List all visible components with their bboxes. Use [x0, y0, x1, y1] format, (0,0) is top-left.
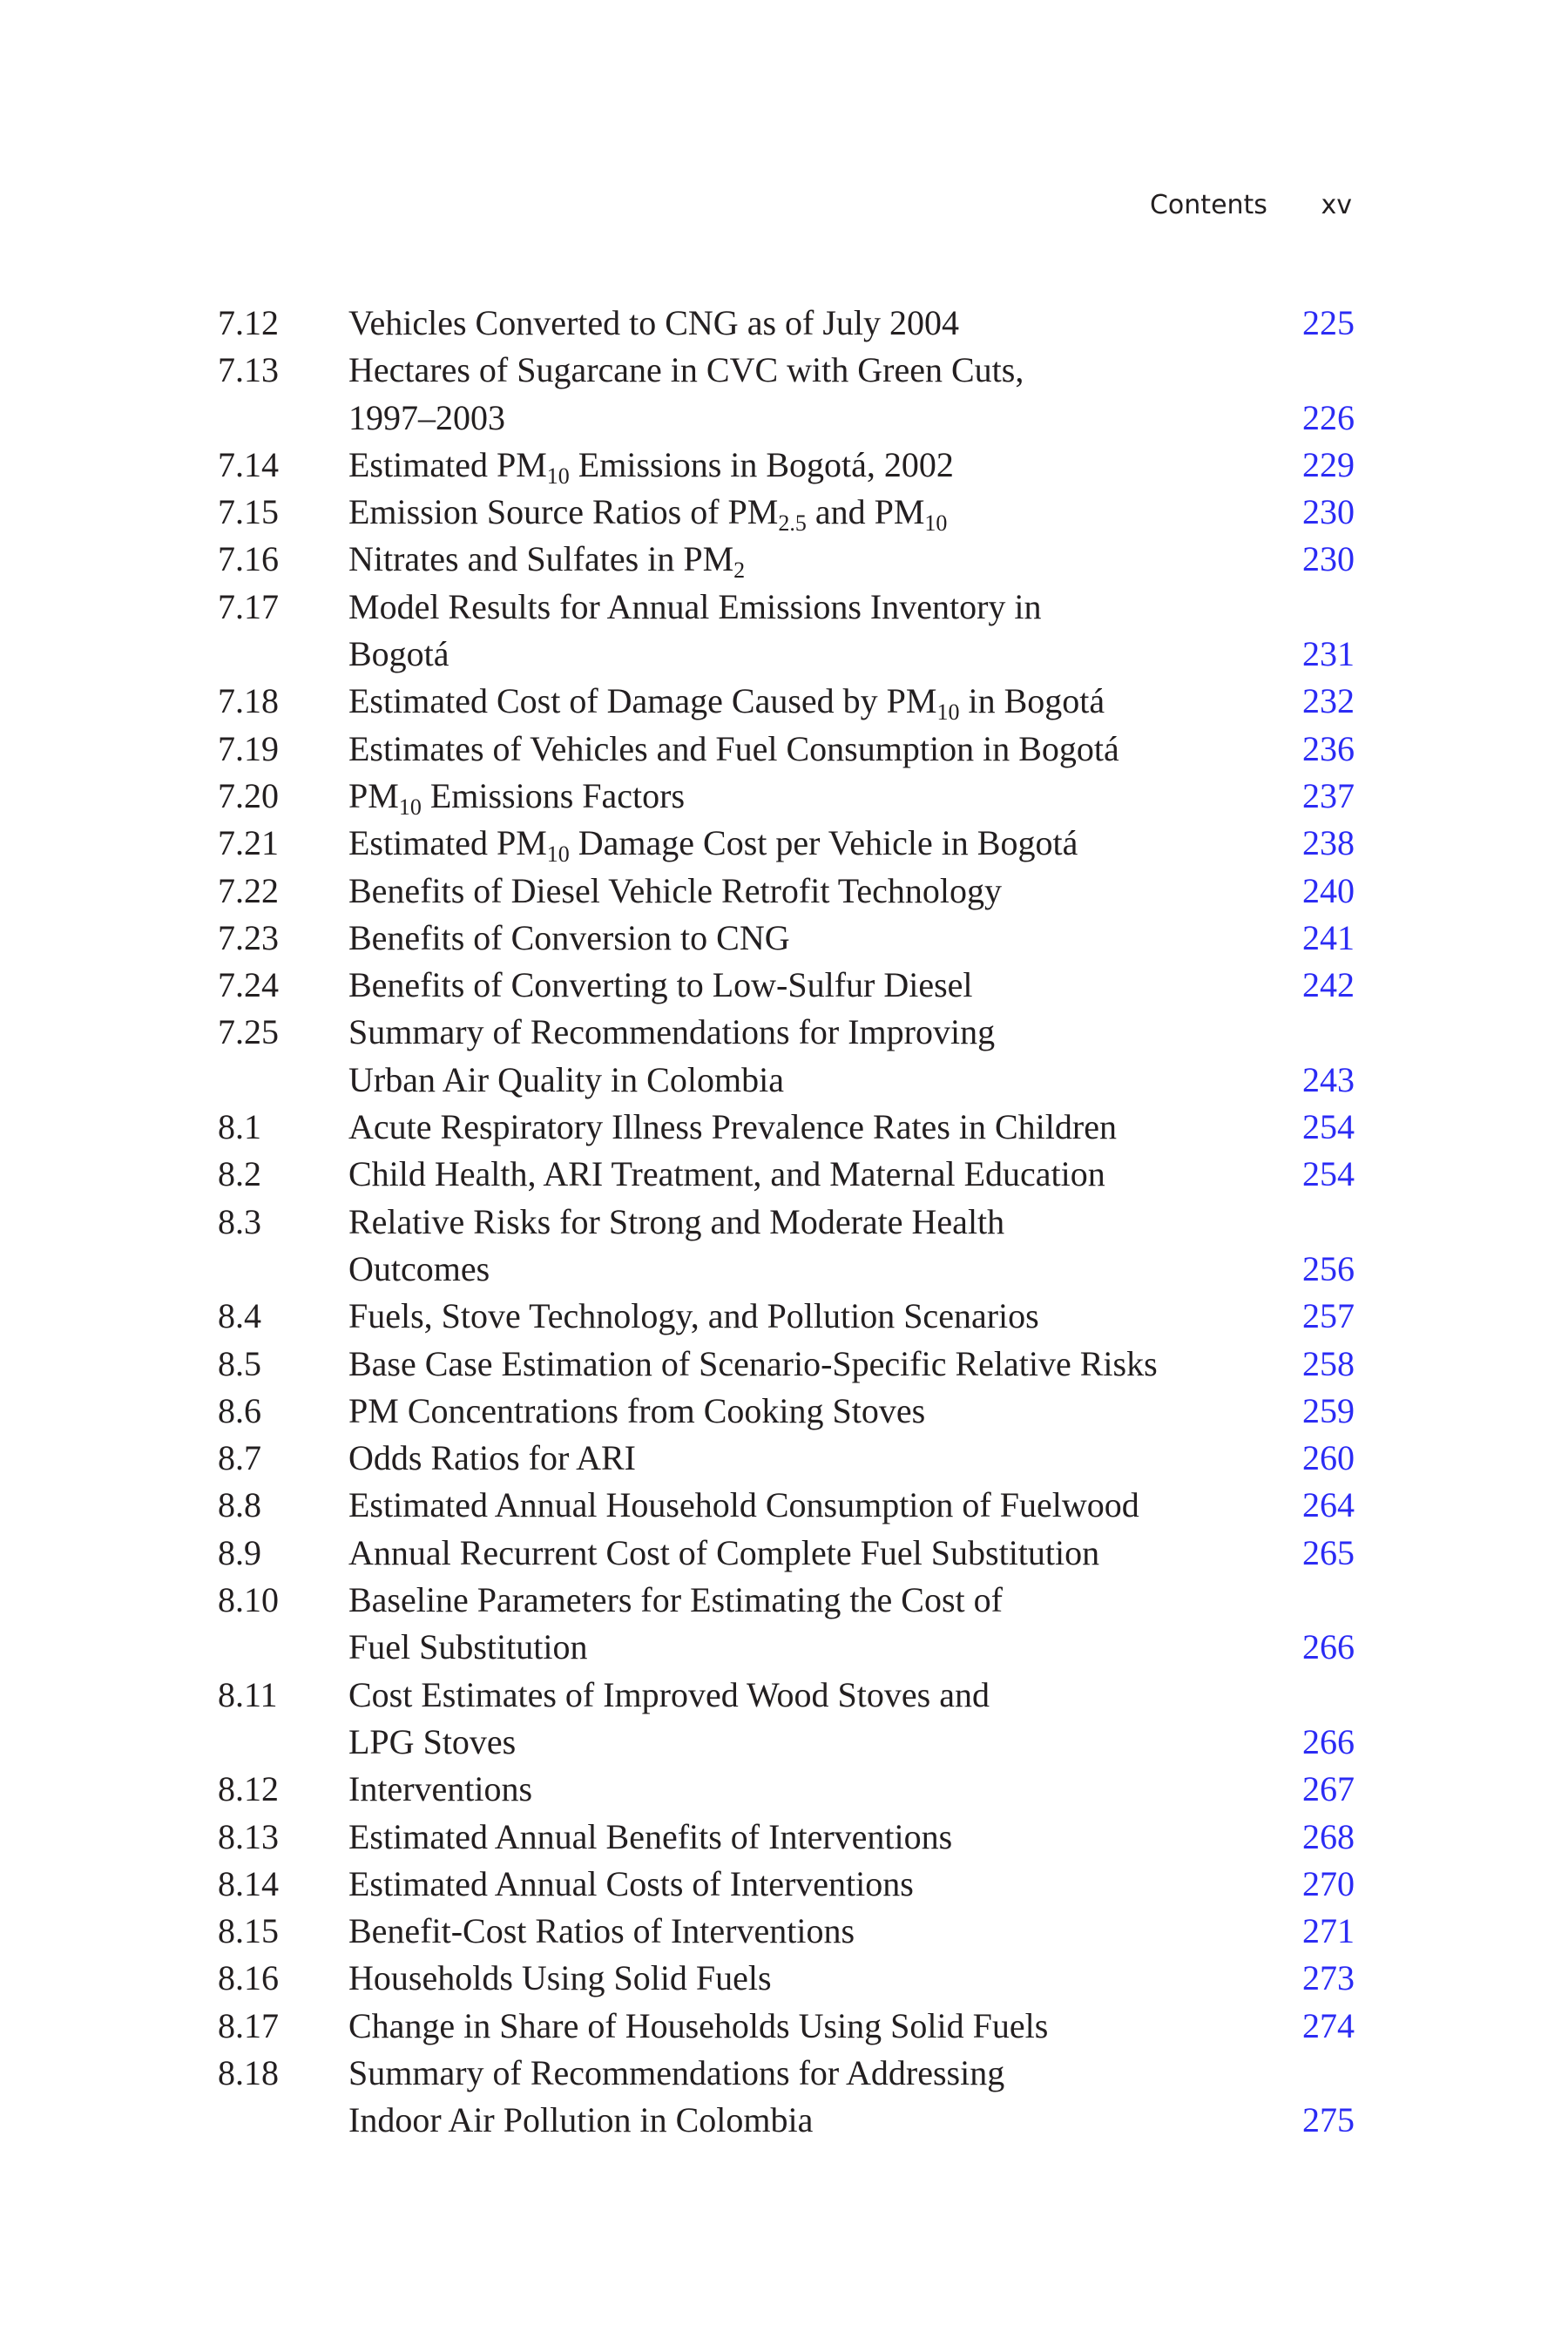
toc-entry-title [348, 962, 1267, 1009]
toc-entry-page-link[interactable]: 264 [1302, 1485, 1355, 1525]
toc-entry-title [348, 536, 1267, 583]
toc-entry-title [348, 1435, 1267, 1482]
toc-entry [218, 489, 1355, 536]
toc-entry [218, 1151, 1355, 1198]
toc-entry-page-link[interactable]: 226 [1302, 397, 1355, 437]
toc-entry-title-line: Model Results for Annual Emissions Inventory in [348, 586, 1042, 626]
toc-entry [218, 1482, 1355, 1529]
toc-entry-title [348, 1104, 1267, 1151]
running-header [1150, 190, 1352, 220]
toc-entry [218, 820, 1355, 867]
toc-entry-title-line: Emission Source Ratios of $PM_{2.5}$ and $PM_{10}$ [348, 492, 948, 537]
toc-entry [218, 1530, 1355, 1577]
toc-entry-page-link[interactable]: 268 [1302, 1816, 1355, 1856]
toc-entry [218, 1293, 1355, 1340]
toc-entry-title-line: Annual Recurrent Cost of Complete Fuel Substitution [348, 1532, 1100, 1572]
toc-entry-title [348, 1577, 1267, 1672]
toc-entry-number: 7.12 [218, 303, 279, 342]
toc-entry-title-line: Nitrates and Sulfates in $PM_2$ [348, 539, 746, 584]
toc-entry-title [348, 1482, 1267, 1529]
toc-entry-title [348, 1199, 1267, 1294]
running-header-section: Contents [1149, 190, 1267, 220]
toc-entry-number: 8.15 [218, 1911, 279, 1951]
toc-entry [218, 1861, 1355, 1908]
toc-entry-title-line: Indoor Air Pollution in Colombia [348, 2100, 814, 2140]
toc-entry [218, 1766, 1355, 1813]
toc-entry-title [348, 347, 1267, 442]
toc-entry-page-link[interactable]: 232 [1302, 681, 1355, 721]
toc-entry [218, 962, 1355, 1009]
toc-entry-title [348, 489, 1267, 536]
toc-entry-title [348, 1814, 1267, 1861]
toc-entry [218, 1009, 1355, 1104]
toc-entry-title-line: Hectares of Sugarcane in CVC with Green Cuts, [348, 350, 1024, 390]
toc-entry-number: 8.16 [218, 1958, 279, 1998]
toc-entry-number: 8.6 [218, 1390, 261, 1430]
toc-entry-number: 7.21 [218, 823, 279, 863]
toc-entry-number: 8.11 [218, 1674, 278, 1714]
toc-entry [218, 678, 1355, 725]
toc-entry-number: 8.4 [218, 1296, 261, 1336]
toc-entry-page-link[interactable]: 241 [1302, 917, 1355, 957]
toc-entry-title [348, 1766, 1267, 1813]
toc-entry-number: 7.20 [218, 775, 279, 815]
toc-entry-title [348, 1293, 1267, 1340]
toc-entry-page-link[interactable]: 256 [1302, 1248, 1355, 1288]
toc-entry-number: 7.25 [218, 1012, 279, 1052]
toc-entry-title [348, 1530, 1267, 1577]
toc-entry-title [348, 584, 1267, 679]
toc-entry-page-link[interactable]: 274 [1302, 2005, 1355, 2045]
toc-entry-title-line: Benefits of Diesel Vehicle Retrofit Technology [348, 870, 1002, 910]
toc-entry [218, 1955, 1355, 2002]
toc-entry-number: 7.23 [218, 917, 279, 957]
toc-entry-page-link[interactable]: 236 [1302, 728, 1355, 768]
toc-entry-title [348, 2003, 1267, 2050]
toc-entry-title-line: Benefits of Conversion to CNG [348, 917, 790, 957]
toc-entry-page-link[interactable]: 267 [1302, 1769, 1355, 1809]
toc-entry-title [348, 1151, 1267, 1198]
toc-entry-number: 8.7 [218, 1438, 261, 1478]
toc-entry-page-link[interactable]: 254 [1302, 1107, 1355, 1147]
toc-entry-number: 7.15 [218, 492, 279, 532]
toc-entry [218, 1104, 1355, 1151]
toc-entry-title-line: Bogotá [348, 634, 449, 674]
toc-entry-page-link[interactable]: 271 [1302, 1911, 1355, 1951]
toc-entry-title-line: Urban Air Quality in Colombia [348, 1059, 784, 1099]
toc-entry-title [348, 1955, 1267, 2002]
toc-entry-number: 8.3 [218, 1201, 261, 1241]
toc-entry-page-link[interactable]: 229 [1302, 444, 1355, 484]
toc-entry [218, 1814, 1355, 1861]
toc-entry-number: 8.2 [218, 1154, 261, 1194]
toc-entry-title-line: LPG Stoves [348, 1721, 517, 1761]
toc-entry [218, 1577, 1355, 1672]
toc-entry [218, 868, 1355, 915]
toc-entry-title [348, 300, 1267, 347]
toc-entry-page-link[interactable]: 254 [1302, 1154, 1355, 1194]
toc-entry-title-line: Fuels, Stove Technology, and Pollution Scenarios [348, 1296, 1039, 1336]
toc-entry-title [348, 915, 1267, 962]
toc-entry [218, 1199, 1355, 1294]
toc-entry-title [348, 1341, 1267, 1388]
toc-entry-title [348, 1672, 1267, 1767]
toc-entry-page-link[interactable]: 238 [1302, 823, 1355, 863]
running-header-page-number: xv [1321, 190, 1352, 220]
toc-entry-number: 8.14 [218, 1863, 279, 1903]
toc-entry-number: 7.24 [218, 965, 279, 1005]
toc-entry-page-link[interactable]: 260 [1302, 1438, 1355, 1478]
toc-entry-title-line: Outcomes [348, 1248, 490, 1288]
toc-entry-number: 7.18 [218, 681, 279, 721]
toc-entry-title-line: Acute Respiratory Illness Prevalence Rates in Children [348, 1107, 1117, 1147]
toc-entry-page-link[interactable]: 270 [1302, 1863, 1355, 1903]
toc-entry-title-line: Vehicles Converted to CNG as of July 2004 [348, 303, 960, 342]
toc-entry-title-line: 1997–2003 [348, 397, 505, 437]
toc-entry [218, 1341, 1355, 1388]
toc-entry-number: 8.18 [218, 2052, 279, 2092]
toc-entry-page-link[interactable]: 259 [1302, 1390, 1355, 1430]
toc-entry-title [348, 820, 1267, 867]
toc-entry-number: 8.13 [218, 1816, 279, 1856]
toc-entry-title-line: Child Health, ARI Treatment, and Maternal Education [348, 1154, 1105, 1194]
toc-entry-number: 8.8 [218, 1485, 261, 1525]
toc-entry-title [348, 442, 1267, 489]
toc-entry-title-line: Summary of Recommendations for Addressing [348, 2052, 1005, 2092]
toc-entry-title-line: Summary of Recommendations for Improving [348, 1012, 996, 1052]
toc-entry-number: 8.9 [218, 1532, 261, 1572]
toc-entry-title [348, 678, 1267, 725]
toc-entry-number: 7.22 [218, 870, 279, 910]
toc-entry-page-link[interactable]: 240 [1302, 870, 1355, 910]
toc-entry-page-link[interactable]: 275 [1302, 2100, 1355, 2140]
toc-entry [218, 915, 1355, 962]
toc-entry-title [348, 1009, 1267, 1104]
toc-entry-title-line: Households Using Solid Fuels [348, 1958, 772, 1998]
toc-entry-page-link[interactable]: 266 [1302, 1627, 1355, 1667]
toc-entry [218, 726, 1355, 773]
table-of-contents [218, 300, 1355, 2145]
toc-entry-number: 8.10 [218, 1580, 279, 1620]
toc-entry [218, 2050, 1355, 2145]
toc-entry-page-link[interactable]: 225 [1302, 303, 1355, 342]
toc-entry-number: 7.14 [218, 444, 279, 484]
toc-entry-title-line: Cost Estimates of Improved Wood Stoves and [348, 1674, 990, 1714]
toc-entry-number: 8.17 [218, 2005, 279, 2045]
toc-entry-title [348, 1908, 1267, 1955]
toc-entry-title-line: $PM_{10}$ Emissions Factors [348, 775, 686, 820]
toc-entry-number: 8.1 [218, 1107, 261, 1147]
toc-entry-title-line: Estimated $PM_{10}$ Damage Cost per Vehicle in Bogotá [348, 823, 1078, 868]
toc-entry-title [348, 1388, 1267, 1435]
toc-entry-page-link[interactable]: 265 [1302, 1532, 1355, 1572]
toc-entry-page-link[interactable]: 257 [1302, 1296, 1355, 1336]
toc-entry-page-link[interactable]: 242 [1302, 965, 1355, 1005]
toc-entry-title-line: Relative Risks for Strong and Moderate Health [348, 1201, 1005, 1241]
toc-entry-title-line: Base Case Estimation of Scenario-Specific Relative Risks [348, 1343, 1158, 1383]
toc-entry-page-link[interactable]: 243 [1302, 1059, 1355, 1099]
toc-entry-title-line: Benefit-Cost Ratios of Interventions [348, 1911, 855, 1951]
toc-entry-number: 8.12 [218, 1769, 279, 1809]
toc-entry-title [348, 868, 1267, 915]
toc-entry-title [348, 1861, 1267, 1908]
toc-entry-title [348, 726, 1267, 773]
toc-entry-page-link[interactable]: 237 [1302, 775, 1355, 815]
toc-entry-number: 8.5 [218, 1343, 261, 1383]
toc-entry-title-line: Estimated Annual Costs of Interventions [348, 1863, 914, 1903]
toc-entry-page-link[interactable]: 273 [1302, 1958, 1355, 1998]
toc-entry-title-line: Baseline Parameters for Estimating the Cost of [348, 1580, 1003, 1620]
toc-entry [218, 536, 1355, 583]
toc-entry-number: 7.19 [218, 728, 279, 768]
toc-entry-number: 7.16 [218, 539, 279, 579]
toc-entry-title-line: Change in Share of Households Using Solid Fuels [348, 2005, 1049, 2045]
toc-entry-number: 7.17 [218, 586, 279, 626]
toc-entry [218, 773, 1355, 820]
toc-entry-title-line: Estimated $PM_{10}$ Emissions in Bogotá, 2002 [348, 444, 954, 489]
toc-entry-page-link[interactable]: 231 [1302, 634, 1355, 674]
toc-entry-page-link[interactable]: 230 [1302, 492, 1355, 532]
toc-entry-title [348, 2050, 1267, 2145]
toc-entry-title-line: Estimated Cost of Damage Caused by $PM_{10}$ in Bogotá [348, 681, 1105, 726]
toc-entry [218, 347, 1355, 442]
toc-entry [218, 2003, 1355, 2050]
toc-entry [218, 1388, 1355, 1435]
toc-entry [218, 442, 1355, 489]
toc-entry-title-line: Estimated Annual Benefits of Interventions [348, 1816, 953, 1856]
toc-entry-title-line: Odds Ratios for ARI [348, 1438, 636, 1478]
toc-entry [218, 300, 1355, 347]
toc-entry-title-line: Interventions [348, 1769, 533, 1809]
toc-entry-number: 7.13 [218, 350, 279, 390]
toc-entry-page-link[interactable]: 258 [1302, 1343, 1355, 1383]
toc-entry-title-line: Fuel Substitution [348, 1627, 588, 1667]
toc-entry [218, 1908, 1355, 1955]
toc-entry-title-line: Estimates of Vehicles and Fuel Consumption in Bogotá [348, 728, 1119, 768]
toc-entry-page-link[interactable]: 266 [1302, 1721, 1355, 1761]
toc-entry [218, 1672, 1355, 1767]
toc-entry-title-line: Benefits of Converting to Low-Sulfur Diesel [348, 965, 973, 1005]
toc-entry-title-line: Estimated Annual Household Consumption of Fuelwood [348, 1485, 1139, 1525]
toc-entry-title-line: PM Concentrations from Cooking Stoves [348, 1390, 926, 1430]
toc-entry-page-link[interactable]: 230 [1302, 539, 1355, 579]
toc-entry [218, 584, 1355, 679]
toc-entry-title [348, 773, 1267, 820]
toc-entry [218, 1435, 1355, 1482]
